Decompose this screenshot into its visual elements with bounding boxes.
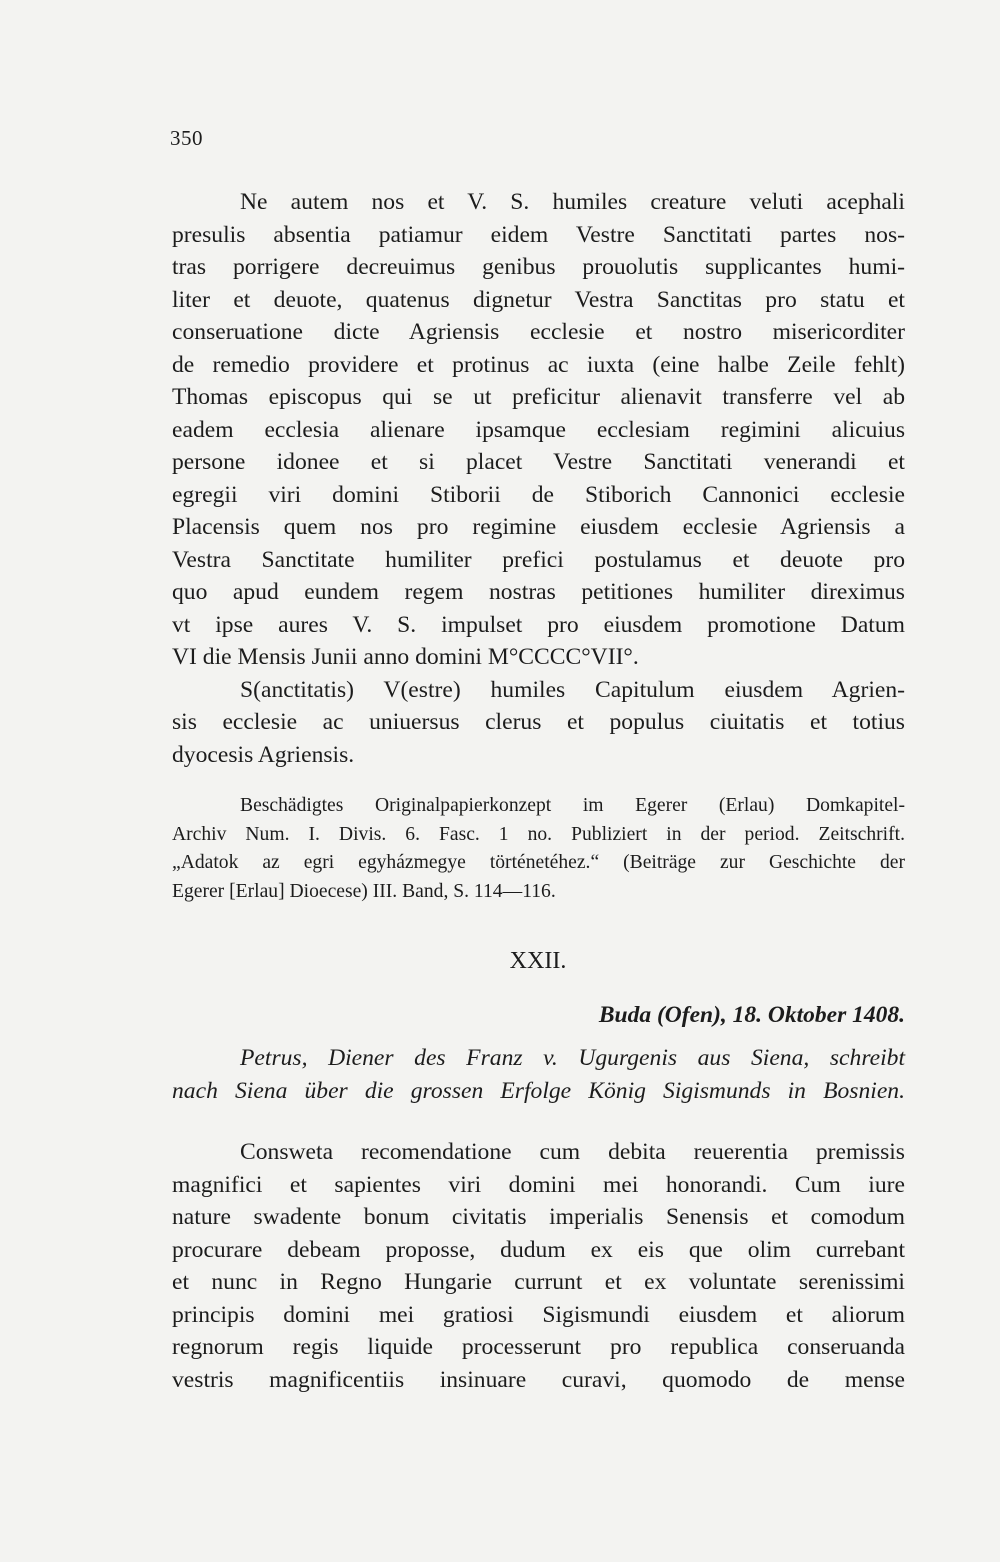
text-line: S(anctitatis) V(estre) humiles Capitulum eiusdem Agrien-	[240, 676, 905, 703]
text-line: Placensis quem nos pro regimine eiusdem ecclesie Agriensis a	[172, 514, 905, 540]
letter-end-paragraph	[172, 186, 905, 771]
note-line: „Adatok az egri egyházmegye történetéhez.“ (Beiträge zur Geschichte der	[172, 852, 905, 873]
text-line: vt ipse aures V. S. impulset pro eiusdem promotione Datum	[172, 611, 905, 638]
source-note	[172, 792, 905, 906]
note-line: Beschädigtes Originalpapierkonzept im Egerer (Erlau) Domkapitel-	[240, 795, 905, 816]
text-line: Consweta recomendatione cum debita reuerentia premissis	[240, 1139, 905, 1165]
text-line: tras porrigere decreuimus genibus prouolutis supplicantes humi-	[172, 254, 905, 280]
summary-line: Petrus, Diener des Franz v. Ugurgenis aus Siena, schreibt	[240, 1045, 905, 1071]
text-line: VI die Mensis Junii anno domini M°CCCC°VII°.	[172, 644, 639, 670]
text-line: egregii viri domini Stiborii de Stiborich Cannonici ecclesie	[172, 481, 905, 508]
place-date-heading: Buda (Ofen), 18. Oktober 1408.	[598, 1002, 905, 1028]
text-line: magnifici et sapientes viri domini mei honorandi. Cum iure	[172, 1171, 905, 1198]
text-line: dyocesis Agriensis.	[172, 741, 355, 768]
text-line: principis domini mei gratiosi Sigismundi eiusdem et aliorum	[172, 1301, 905, 1328]
text-line: et nunc in Regno Hungarie currunt et ex voluntate serenissimi	[172, 1269, 905, 1295]
text-line: sis ecclesie ac uniuersus clerus et populus ciuitatis et totius	[172, 709, 905, 735]
document-summary	[172, 1042, 905, 1107]
text-line: Ne autem nos et V. S. humiles creature veluti acephali	[240, 189, 905, 215]
summary-line: nach Siena über die grossen Erfolge König Sigismunds in Bosnien.	[172, 1077, 905, 1104]
text-line: conseruatione dicte Agriensis ecclesie et nostro misericorditer	[172, 319, 905, 345]
text-line: vestris magnificentiis insinuare curavi, quomodo de mense	[172, 1366, 905, 1393]
document-number: XXII.	[509, 948, 567, 974]
text-line: presulis absentia patiamur eidem Vestre Sanctitati partes nos-	[172, 221, 905, 248]
text-line: regnorum regis liquide processerunt pro republica conseruanda	[172, 1334, 905, 1360]
text-line: Vestra Sanctitate humiliter prefici postulamus et deuote pro	[172, 546, 905, 573]
text-line: procurare debeam proposse, dudum ex eis que olim currebant	[172, 1236, 905, 1263]
text-line: persone idonee et si placet Vestre Sanctitati venerandi et	[172, 449, 905, 475]
note-line: Archiv Num. I. Divis. 6. Fasc. 1 no. Publiziert in der period. Zeitschrift.	[172, 823, 905, 845]
text-line: Thomas episcopus qui se ut preficitur alienavit transferre vel ab	[172, 384, 905, 410]
page-number: 350	[170, 126, 203, 150]
text-line: nature swadente bonum civitatis imperialis Senensis et comodum	[172, 1204, 905, 1230]
text-line: liter et deuote, quatenus dignetur Vestra Sanctitas pro statu et	[172, 286, 905, 313]
note-line: Egerer [Erlau] Dioecese) III. Band, S. 114—116.	[172, 880, 556, 902]
letter-start-paragraph	[172, 1136, 905, 1396]
text-line: eadem ecclesia alienare ipsamque ecclesiam regimini alicuius	[172, 416, 905, 443]
text-line: quo apud eundem regem nostras petitiones humiliter direximus	[172, 579, 905, 605]
text-line: de remedio providere et protinus ac iuxta (eine halbe Zeile fehlt)	[172, 351, 905, 378]
